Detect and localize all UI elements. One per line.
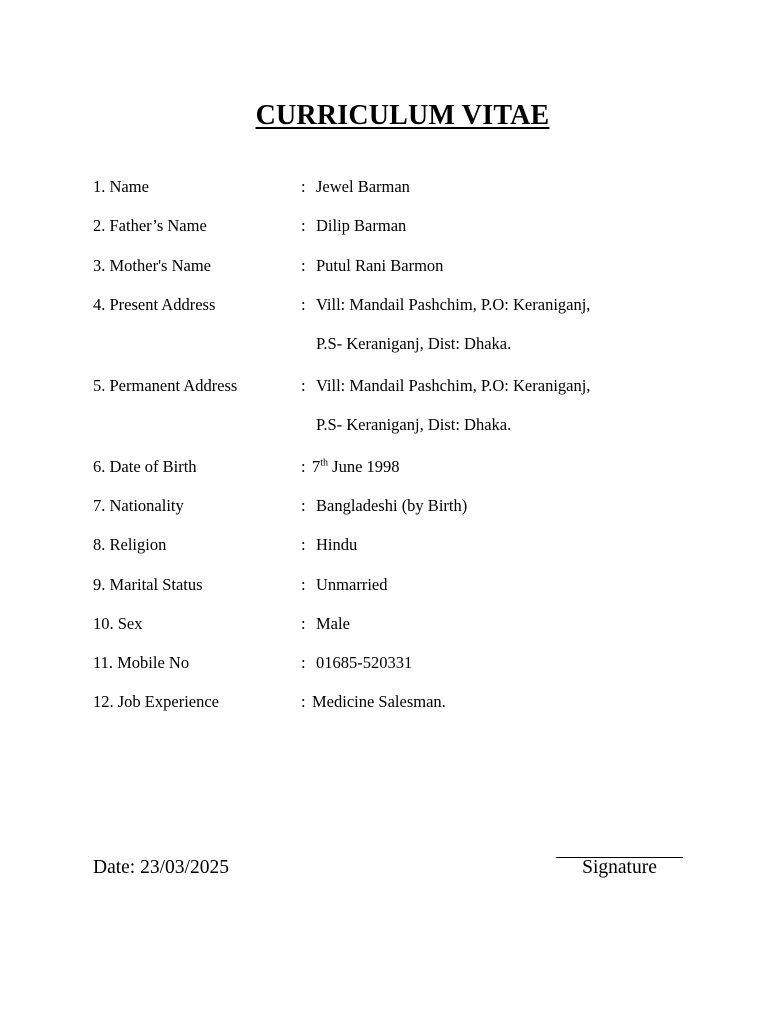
dob-month-year: June 1998 [328,457,400,476]
field-value: Hindu [316,535,358,554]
field-label: 1. Name [93,177,149,196]
field-separator: : [301,216,306,235]
field-present-address-continuation: P.S- Keraniganj, Dist: Dhaka. [316,334,512,353]
dob-ordinal-suffix: th [320,457,329,469]
field-value: Vill: Mandail Pashchim, P.O: Keraniganj, [316,295,591,314]
field-separator: : [301,535,306,554]
field-label: 3. Mother's Name [93,256,211,275]
field-separator: : [301,457,306,476]
field-separator: : [301,575,306,594]
field-label: 5. Permanent Address [93,376,238,395]
field-separator: : [301,256,306,275]
field-label: 7. Nationality [93,496,184,515]
field-value: Putul Rani Barmon [316,256,444,275]
field-label: 6. Date of Birth [93,457,197,476]
signature-label: Signature [582,857,657,878]
field-value [312,457,400,477]
field-separator: : [301,692,306,711]
field-permanent-address-continuation: P.S- Keraniganj, Dist: Dhaka. [316,415,512,434]
field-label: 4. Present Address [93,295,216,314]
field-value: 01685-520331 [316,653,413,672]
field-separator: : [301,376,306,395]
dob-day: 7 [312,457,321,476]
field-label: 2. Father’s Name [93,216,207,235]
field-label: 11. Mobile No [93,653,190,672]
field-separator: : [301,653,306,672]
field-value: Medicine Salesman. [312,692,446,711]
field-value: Unmarried [316,575,388,594]
field-label: 10. Sex [93,614,143,633]
field-separator: : [301,295,306,314]
field-separator: : [301,614,306,633]
field-label: 12. Job Experience [93,692,219,711]
field-separator: : [301,496,306,515]
field-value: Dilip Barman [316,216,407,235]
footer-date: Date: 23/03/2025 [93,857,229,878]
field-separator: : [301,177,306,196]
field-label: 9. Marital Status [93,575,203,594]
field-value: Bangladeshi (by Birth) [316,496,468,515]
field-value: Male [316,614,350,633]
field-label: 8. Religion [93,535,167,554]
field-value: Vill: Mandail Pashchim, P.O: Keraniganj, [316,376,591,395]
document-title: CURRICULUM VITAE [255,100,550,131]
field-value: Jewel Barman [316,177,410,196]
